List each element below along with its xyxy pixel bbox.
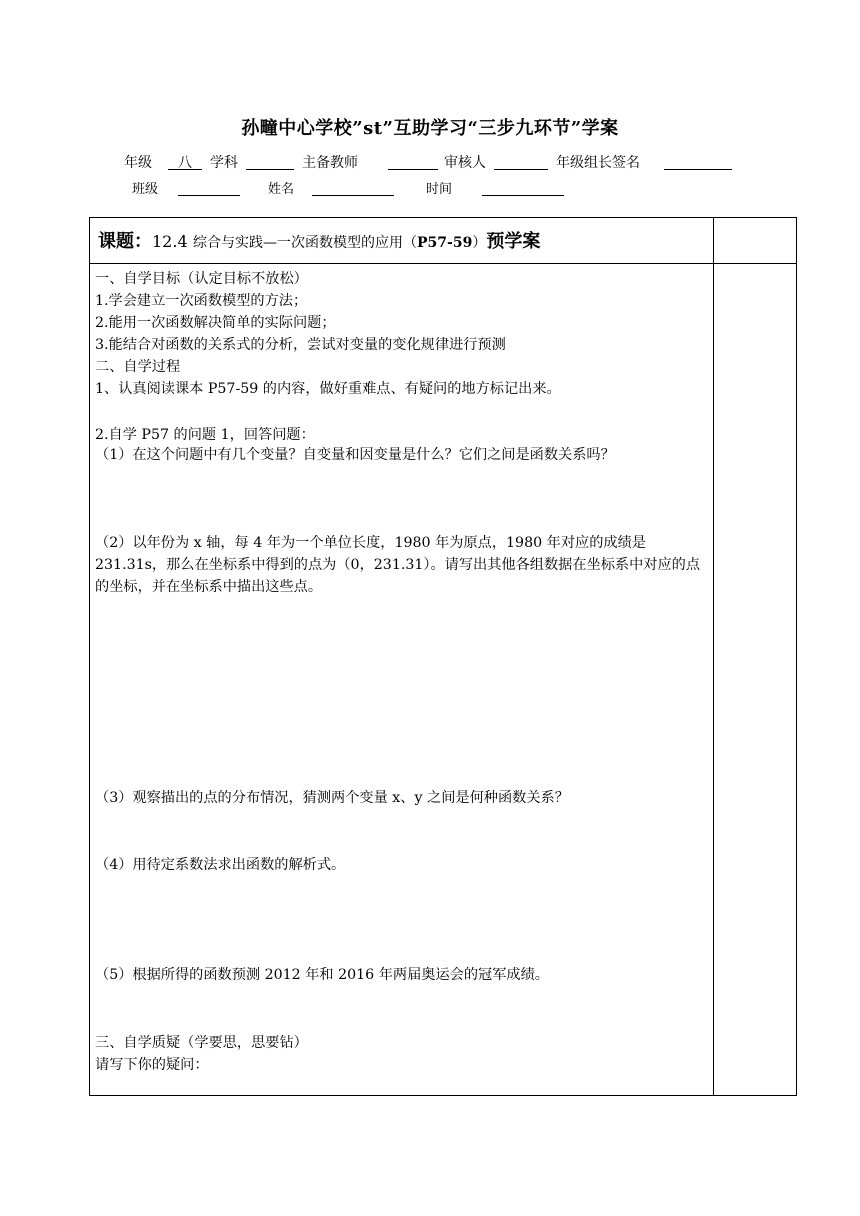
leader-label: 年级组长签名 bbox=[556, 155, 640, 171]
step-2: 2.自学 P57 的问题 1，回答问题： bbox=[95, 427, 315, 443]
class-field[interactable] bbox=[178, 178, 240, 196]
objective-2: 2.能用一次函数解决简单的实际问题； bbox=[95, 315, 336, 331]
lesson-number: 12.4 bbox=[152, 232, 188, 251]
question-4: （4）用待定系数法求出函数的解析式。 bbox=[95, 857, 346, 873]
subject-label: 学科 bbox=[210, 155, 238, 171]
lesson-header bbox=[98, 227, 540, 253]
reviewer-field[interactable] bbox=[494, 152, 548, 170]
time-field[interactable] bbox=[482, 178, 564, 196]
objective-1: 1.学会建立一次函数模型的方法； bbox=[95, 293, 308, 309]
section-1-title: 一、自学目标（认定目标不放松） bbox=[95, 271, 308, 287]
teacher-field[interactable] bbox=[388, 152, 438, 170]
lesson-close: ） bbox=[472, 235, 487, 251]
reviewer-label: 审核人 bbox=[444, 155, 486, 171]
question-1: （1）在这个问题中有几个变量？自变量和因变量是什么？它们之间是函数关系吗？ bbox=[95, 447, 615, 463]
name-field[interactable] bbox=[312, 178, 394, 196]
lesson-content bbox=[90, 264, 712, 1094]
leader-field[interactable] bbox=[664, 152, 732, 170]
section-3-prompt: 请写下你的疑问： bbox=[95, 1057, 209, 1073]
lesson-topic: 综合与实践—一次函数模型的应用（ bbox=[193, 235, 418, 251]
name-label: 姓名 bbox=[268, 182, 295, 197]
grade-label: 年级 bbox=[124, 155, 152, 171]
time-label: 时间 bbox=[426, 182, 453, 197]
class-label: 班级 bbox=[132, 182, 159, 197]
section-2-title: 二、自学过程 bbox=[95, 359, 181, 375]
document-title: 孙疃中心学校”st”互助学习“三步九环节”学案 bbox=[241, 118, 619, 139]
lesson-pages: P57-59 bbox=[417, 235, 473, 251]
subject-field[interactable] bbox=[246, 152, 294, 170]
column-divider bbox=[713, 218, 714, 1095]
section-3-title: 三、自学质疑（学要思，思要钻） bbox=[95, 1035, 308, 1051]
question-2: （2）以年份为 x 轴，每 4 年为一个单位长度，1980 年为原点，1980 年对应的成绩是 231.31s，那么在坐标系中得到的点为（0，231.31）。请写出其他各组数据在坐标系中对应的点的坐标，并在坐标系中描出这些点。 bbox=[95, 535, 701, 595]
grade-field[interactable]: 八 bbox=[168, 152, 202, 170]
lesson-table bbox=[89, 217, 797, 1096]
question-3: （3）观察描出的点的分布情况，猜测两个变量 x、y 之间是何种函数关系？ bbox=[95, 790, 569, 806]
objective-3: 3.能结合对函数的关系式的分析，尝试对变量的变化规律进行预测 bbox=[95, 337, 506, 353]
teacher-label: 主备教师 bbox=[302, 155, 358, 171]
question-5: （5）根据所得的函数预测 2012 年和 2016 年两届奥运会的冠军成绩。 bbox=[95, 967, 549, 983]
lesson-suffix: 预学案 bbox=[486, 231, 541, 252]
lesson-prefix: 课题： bbox=[98, 231, 152, 252]
step-1: 1、认真阅读课本 P57-59 的内容，做好重难点、有疑问的地方标记出来。 bbox=[95, 381, 561, 397]
